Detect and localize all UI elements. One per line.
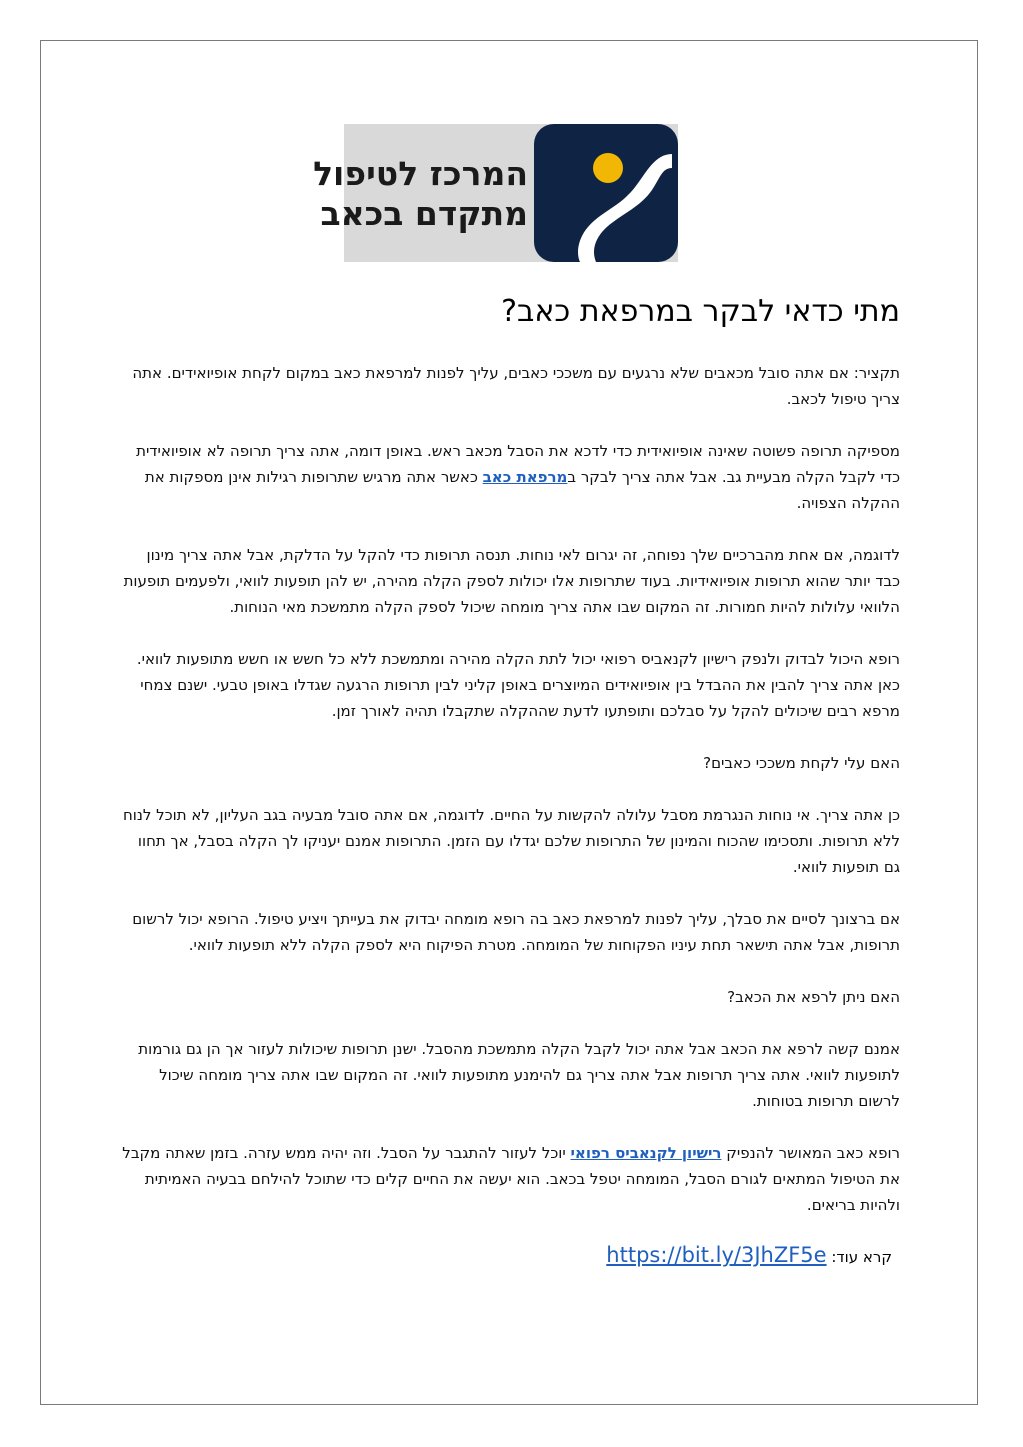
logo-text (313, 154, 528, 234)
paragraph-5: כן אתה צריך. אי נוחות הנגרמת מסבל עלולה להקשות על החיים. לדוגמה, אם אתה סובל מבעיה בגב העליון, לא תוכל לנוח ללא תרופות. ותסכימו שהכוח והמינון של התרופות שלכם יגדלו עם הזמן. התרופות אמנם יעניקו לך הקלה בסבל, אך תחוו גם תופעות לוואי. (123, 806, 900, 876)
pain-clinic-link[interactable]: מרפאת כאב (482, 468, 568, 486)
paragraph-8-after: יוכל לעזור להתגבר על הסבל. וזה יהיה ממש עזרה. בזמן שאתה מקבל את הטיפול המתאים לגורם הסבל, המומחה יטפל בכאב. הוא יעשה את החיים קלים כדי שתוכל להילחם בבעיה האמיתית ולהיות בריאים. (122, 1144, 900, 1214)
medical-cannabis-license-link[interactable]: רישיון לקנאביס רפואי (570, 1144, 722, 1162)
logo-mark-icon (534, 124, 678, 262)
article (120, 290, 900, 1272)
read-more-link[interactable]: https://bit.ly/3JhZF5e (606, 1243, 827, 1267)
paragraph-3: לדוגמה, אם אחת מהברכיים שלך נפוחה, זה יגרום לאי נוחות. תנסה תרופות כדי להקל על הדלקת, אבל אתה צריך מינון כבד יותר שהוא תרופות אופיואידיות. בעוד שתרופות אלו יכולות לספק הקלה מהירה, יש להן תופעות לוואי, ולפעמים תופעות הלוואי עלולות להיות חמורות. זה המקום שבו אתה צריך מומחה שיכול לספק הקלה מתמשכת מאי הנוחות. (123, 546, 900, 616)
logo (313, 124, 678, 262)
page-title: מתי כדאי לבקר במרפאת כאב? (501, 294, 900, 329)
paragraph-7: אמנם קשה לרפא את הכאב אבל אתה יכול לקבל הקלה מתמשכת מהסבל. ישנן תרופות שיכולות לעזור אך הן גם גורמות לתופעות לוואי. אתה צריך תרופות אבל אתה צריך גם להימנע מתופעות לוואי. זה המקום שבו אתה צריך מומחה שיכול לרשום תרופות בטוחות. (138, 1040, 900, 1110)
paragraph-6: אם ברצונך לסיים את סבלך, עליך לפנות למרפאת כאב בה רופא מומחה יבדוק את בעייתך ויציע טיפול. הרופא יכול לרשום תרופות, אבל אתה תישאר תחת עיניו הפקוחות של המומחה. מטרת הפיקוח היא לספק הקלה ללא תופעות לוואי. (132, 910, 900, 954)
question-1: האם עלי לקחת משככי כאבים? (703, 754, 900, 772)
paragraph-2-after: כאשר אתה מרגיש שתרופות רגילות אינן מספקות את ההקלה הצפויה. (144, 468, 900, 512)
paragraph-2-before: מספיקה תרופה פשוטה שאינה אופיואידית כדי לדכא את הסבל מכאב ראש. באופן דומה, אתה צריך תרופה לא אופיואידית כדי לקבל הקלה מבעיית גב. אבל אתה צריך לבקר ב (136, 442, 900, 486)
paragraph-summary: תקציר: אם אתה סובל מכאבים שלא נרגעים עם משככי כאבים, עליך לפנות למרפאת כאב במקום לקחת אופיואידים. אתה צריך טיפול לכאב. (132, 364, 900, 408)
read-more-label: קרא עוד: (831, 1248, 892, 1266)
paragraph-8 (120, 1140, 900, 1218)
paragraph-8-before: רופא כאב המאושר להנפיק (721, 1144, 900, 1162)
paragraph-2 (120, 438, 900, 516)
logo-line-1: המרכז לטיפול (313, 154, 528, 193)
question-2: האם ניתן לרפא את הכאב? (727, 988, 900, 1006)
read-more (120, 1240, 900, 1272)
paragraph-4: רופא היכול לבדוק ולנפק רישיון לקנאביס רפואי יכול לתת הקלה מהירה ומתמשכת ללא כל חשש או חשש מתופעות לוואי. כאן אתה צריך להבין את ההבדל בין אופיואידים המיוצרים באופן קליני לבין תרופות הרגעה שגדלו באופן טבעי. ישנם צמחי מרפא רבים שיכולים להקל על סבלכם ותופתעו לדעת שההקלה שתקבלו תהיה לאורך זמן. (136, 650, 900, 720)
logo-line-2: מתקדם בכאב (320, 194, 528, 233)
